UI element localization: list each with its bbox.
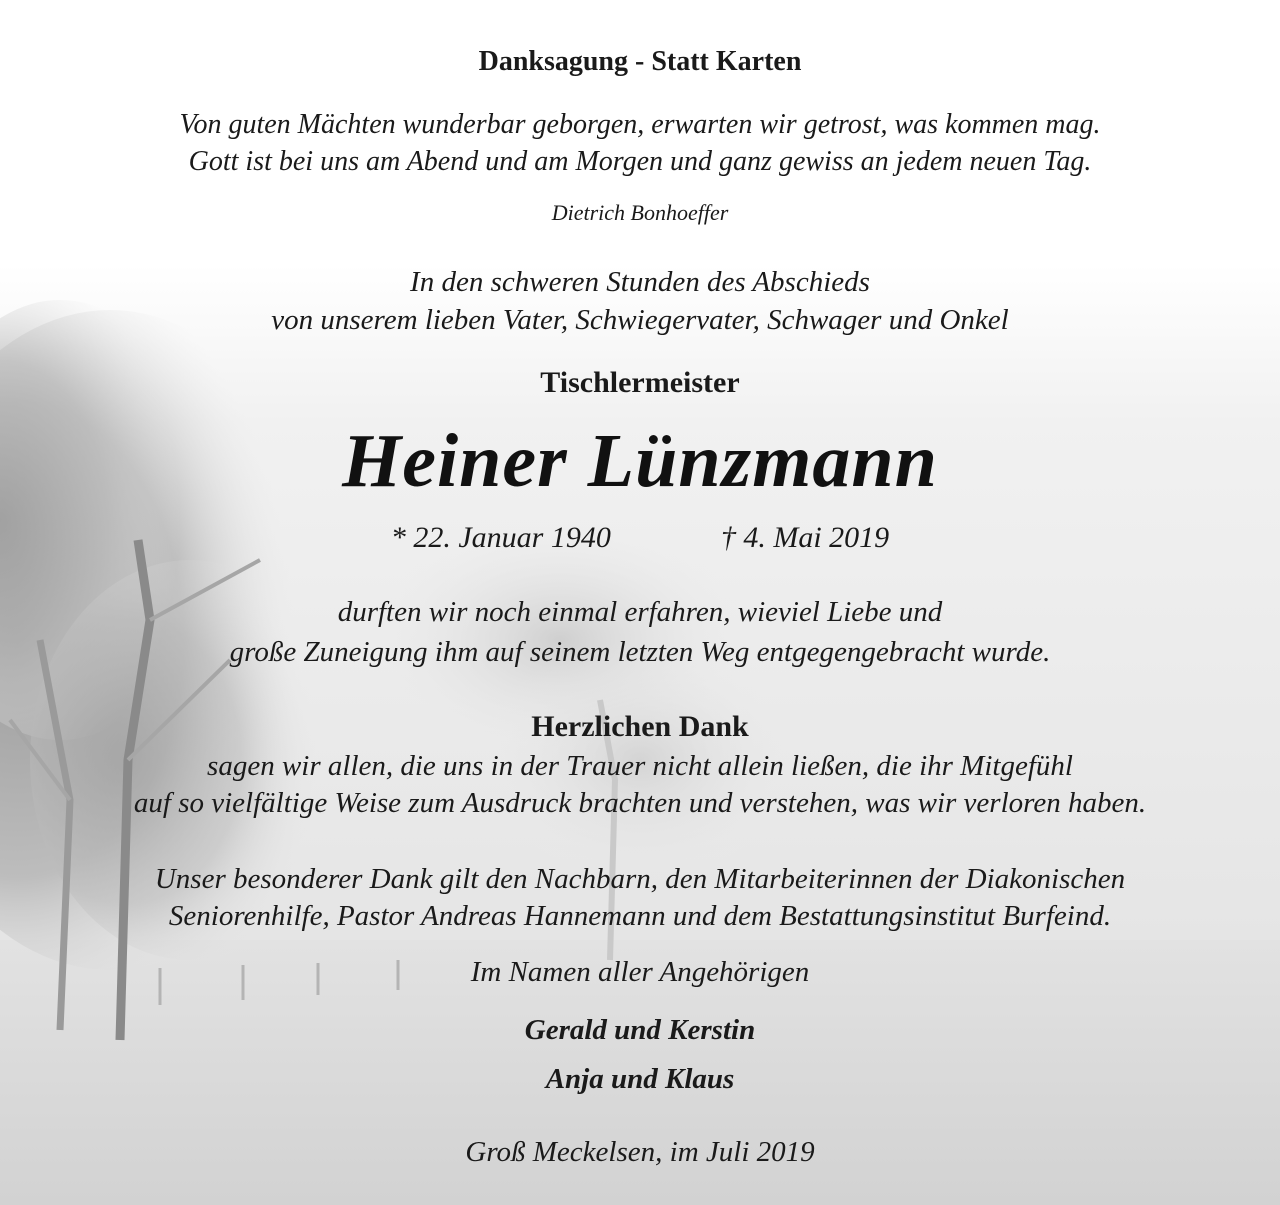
special-thanks-line-2: Seniorenhilfe, Pastor Andreas Hannemann und dem Bestattungsinstitut Burfeind.: [168, 900, 1112, 932]
experience-line-2: große Zuneigung ihm auf seinem letzten Weg entgegengebracht wurde.: [229, 636, 1051, 668]
thanks-line-2: auf so vielfältige Weise zum Ausdruck brachten und verstehen, was wir verloren haben.: [133, 787, 1147, 819]
signoff-intro: Im Namen aller Angehörigen: [470, 956, 810, 988]
quote-line-1: Von guten Mächten wunderbar geborgen, erwarten wir getrost, was kommen mag.: [179, 109, 1101, 140]
experience-line-1: durften wir noch einmal erfahren, wieviel Liebe und: [337, 596, 943, 628]
deceased-name: Heiner Lünzmann: [342, 419, 938, 503]
death-date: † 4. Mai 2019: [720, 521, 890, 554]
intro-line-1: In den schweren Stunden des Abschieds: [410, 266, 870, 298]
life-dates: [0, 521, 1280, 555]
signoff-names-2: Anja und Klaus: [545, 1063, 735, 1095]
quote-author: Dietrich Bonhoeffer: [551, 200, 729, 225]
thanks-line-1: sagen wir allen, die uns in der Trauer nicht allein ließen, die ihr Mitgefühl: [207, 750, 1073, 782]
intro-line-2: von unserem lieben Vater, Schwiegervater, Schwager und Onkel: [271, 304, 1009, 336]
thanks-heading: Herzlichen Dank: [531, 710, 749, 743]
special-thanks-line-1: Unser besonderer Dank gilt den Nachbarn, den Mitarbeiterinnen der Diakonischen: [154, 863, 1126, 895]
quote-line-2: Gott ist bei uns am Abend und am Morgen und ganz gewiss an jedem neuen Tag.: [188, 146, 1092, 177]
deceased-title: Tischlermeister: [540, 366, 740, 399]
birth-date: * 22. Januar 1940: [390, 521, 611, 554]
place-and-date: Groß Meckelsen, im Juli 2019: [465, 1136, 815, 1168]
signoff-names-1: Gerald und Kerstin: [524, 1014, 756, 1046]
header-text: Danksagung - Statt Karten: [478, 46, 802, 77]
